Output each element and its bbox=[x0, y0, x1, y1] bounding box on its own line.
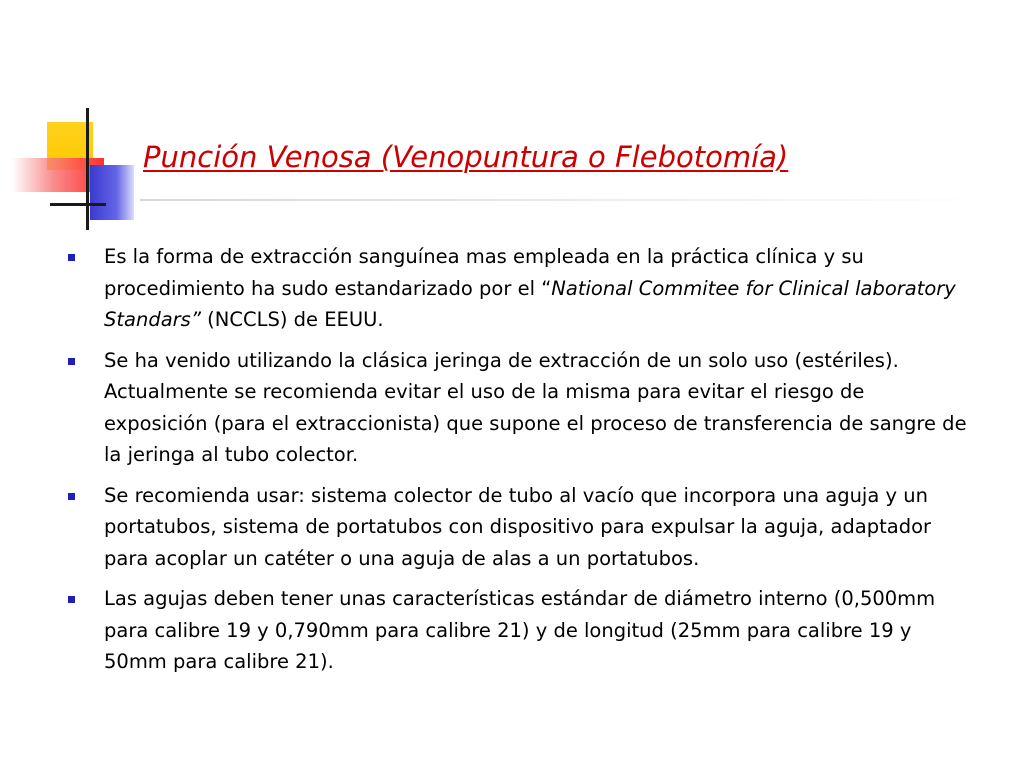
bullet-marker-icon bbox=[68, 596, 75, 603]
bullet-item bbox=[66, 345, 971, 471]
bullet-item bbox=[66, 583, 971, 678]
bullet-item bbox=[66, 241, 971, 336]
bullet-marker-icon bbox=[68, 493, 75, 500]
logo-vertical-line bbox=[86, 108, 89, 230]
logo-blue-square bbox=[90, 165, 134, 220]
bullet-text: Las agujas deben tener unas características estándar de diámetro interno (0,500mm para calibre 19 y 0,790mm para calibre 21) y de longitud (25mm para calibre 19 y 50mm para calibre 21). bbox=[104, 587, 936, 673]
bullet-marker-icon bbox=[68, 358, 75, 365]
bullet-list bbox=[66, 241, 971, 687]
bullet-text-italic: National Commitee for Clinical laboratory Standars” bbox=[104, 276, 956, 331]
bullet-marker-icon bbox=[68, 254, 75, 261]
bullet-text: Es la forma de extracción sanguínea mas empleada en la práctica clínica y su procedimiento ha sudo estandarizado por el “ bbox=[104, 245, 864, 300]
slide-title: Punción Venosa (Venopuntura o Flebotomía) bbox=[143, 140, 789, 174]
bullet-item bbox=[66, 480, 971, 575]
bullet-text: Se recomienda usar: sistema colector de tubo al vacío que incorpora una aguja y un portatubos, sistema de portatubos con dispositivo para expulsar la aguja, adaptador para acoplar un catéter o una aguja de alas a un portatubos. bbox=[104, 483, 932, 570]
logo-horizontal-line bbox=[50, 203, 106, 206]
bullet-text: Se ha venido utilizando la clásica jeringa de extracción de un solo uso (estériles). Actualmente se recomienda evitar el uso de la misma para evitar el riesgo de exposición (para el extraccionista) que supone el proceso de transferencia de sangre de la jeringa al tubo colector. bbox=[104, 348, 967, 466]
title-divider bbox=[140, 199, 1000, 201]
bullet-text: (NCCLS) de EEUU. bbox=[200, 308, 384, 331]
